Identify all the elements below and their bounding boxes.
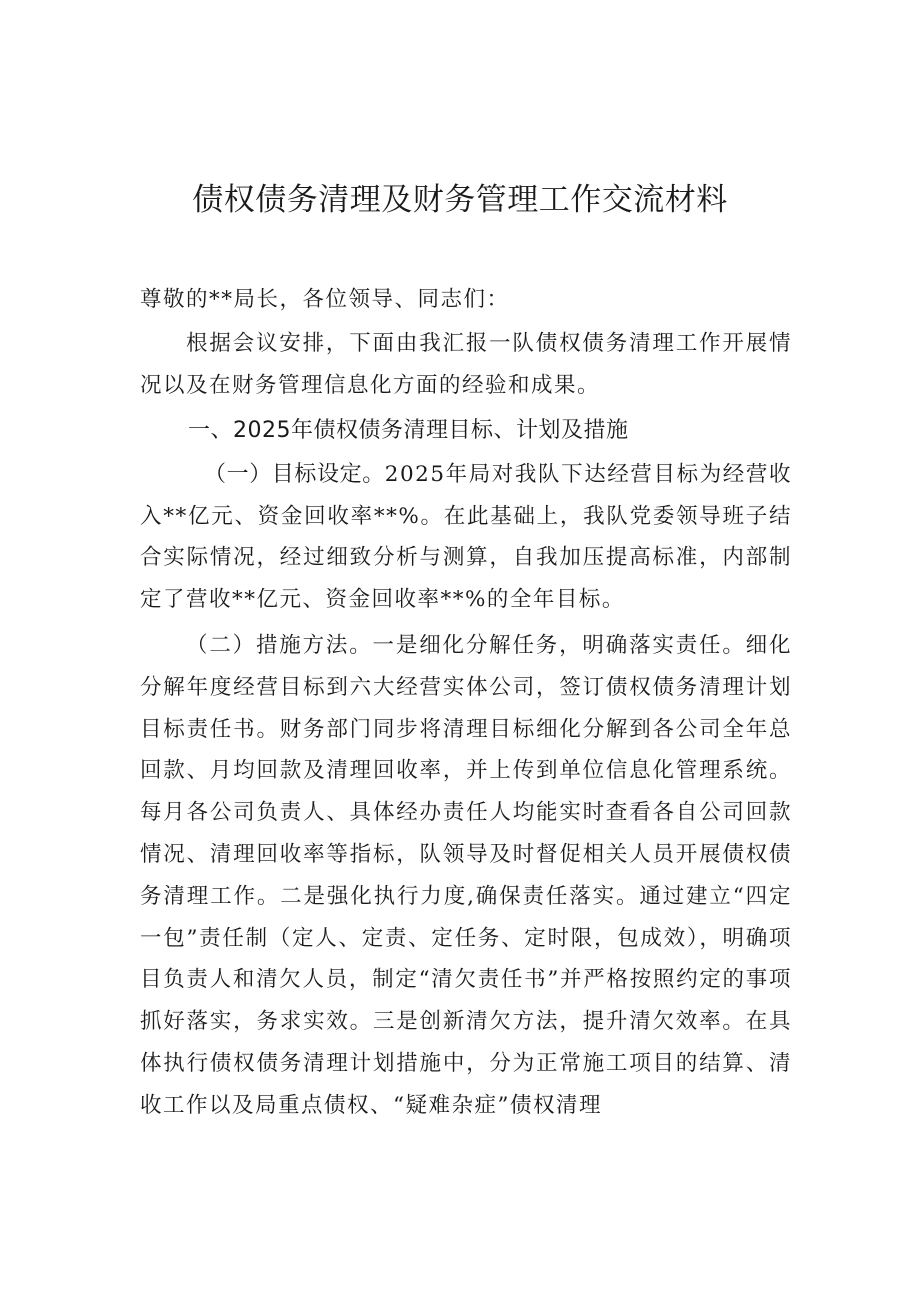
document-title: 债权债务清理及财务管理工作交流材料 [192,182,728,218]
subsection-target-lead: （一）目标设定。 [204,462,385,487]
subsection-target-text: 2025年局对我队下达经营目标为经营收入**亿元、资金回收率**%。在此基础上，我队党委领导班子结合实际情况，经过细致分析与测算，自我加压提高标准，内部制定了营收**亿元、资金回收率**%的全年目标。 [140,462,792,612]
section-heading: 一、2025年债权债务清理目标、计划及措施 [188,418,629,443]
subsection-target-paragraph [140,454,792,620]
intro-paragraph: 根据会议安排，下面由我汇报一队债权债务清理工作开展情况以及在财务管理信息化方面的经验和成果。 [140,331,792,398]
salutation: 尊敬的**局长，各位领导、同志们： [140,287,510,312]
subsection-measures-paragraph: （二）措施方法。一是细化分解任务，明确落实责任。细化分解年度经营目标到六大经营实体公司，签订债权债务清理计划目标责任书。财务部门同步将清理目标细化分解到各公司全年总回款、月均回款及清理回收率，并上传到单位信息化管理系统。每月各公司负责人、具体经办责任人均能实时查看各自公司回款情况、清理回收率等指标，队领导及时督促相关人员开展债权债务清理工作。二是强化执行力度,确保责任落实。通过建立“四定一包”责任制（定人、定责、定任务、定时限，包成效），明确项目负责人和清欠人员，制定“清欠责任书”并严格按照约定的事项抓好落实，务求实效。三是创新清欠方法，提升清欠效率。在具体执行债权债务清理计划措施中，分为正常施工项目的结算、清收工作以及局重点债权、“疑难杂症”债权清理 [140,633,792,1118]
